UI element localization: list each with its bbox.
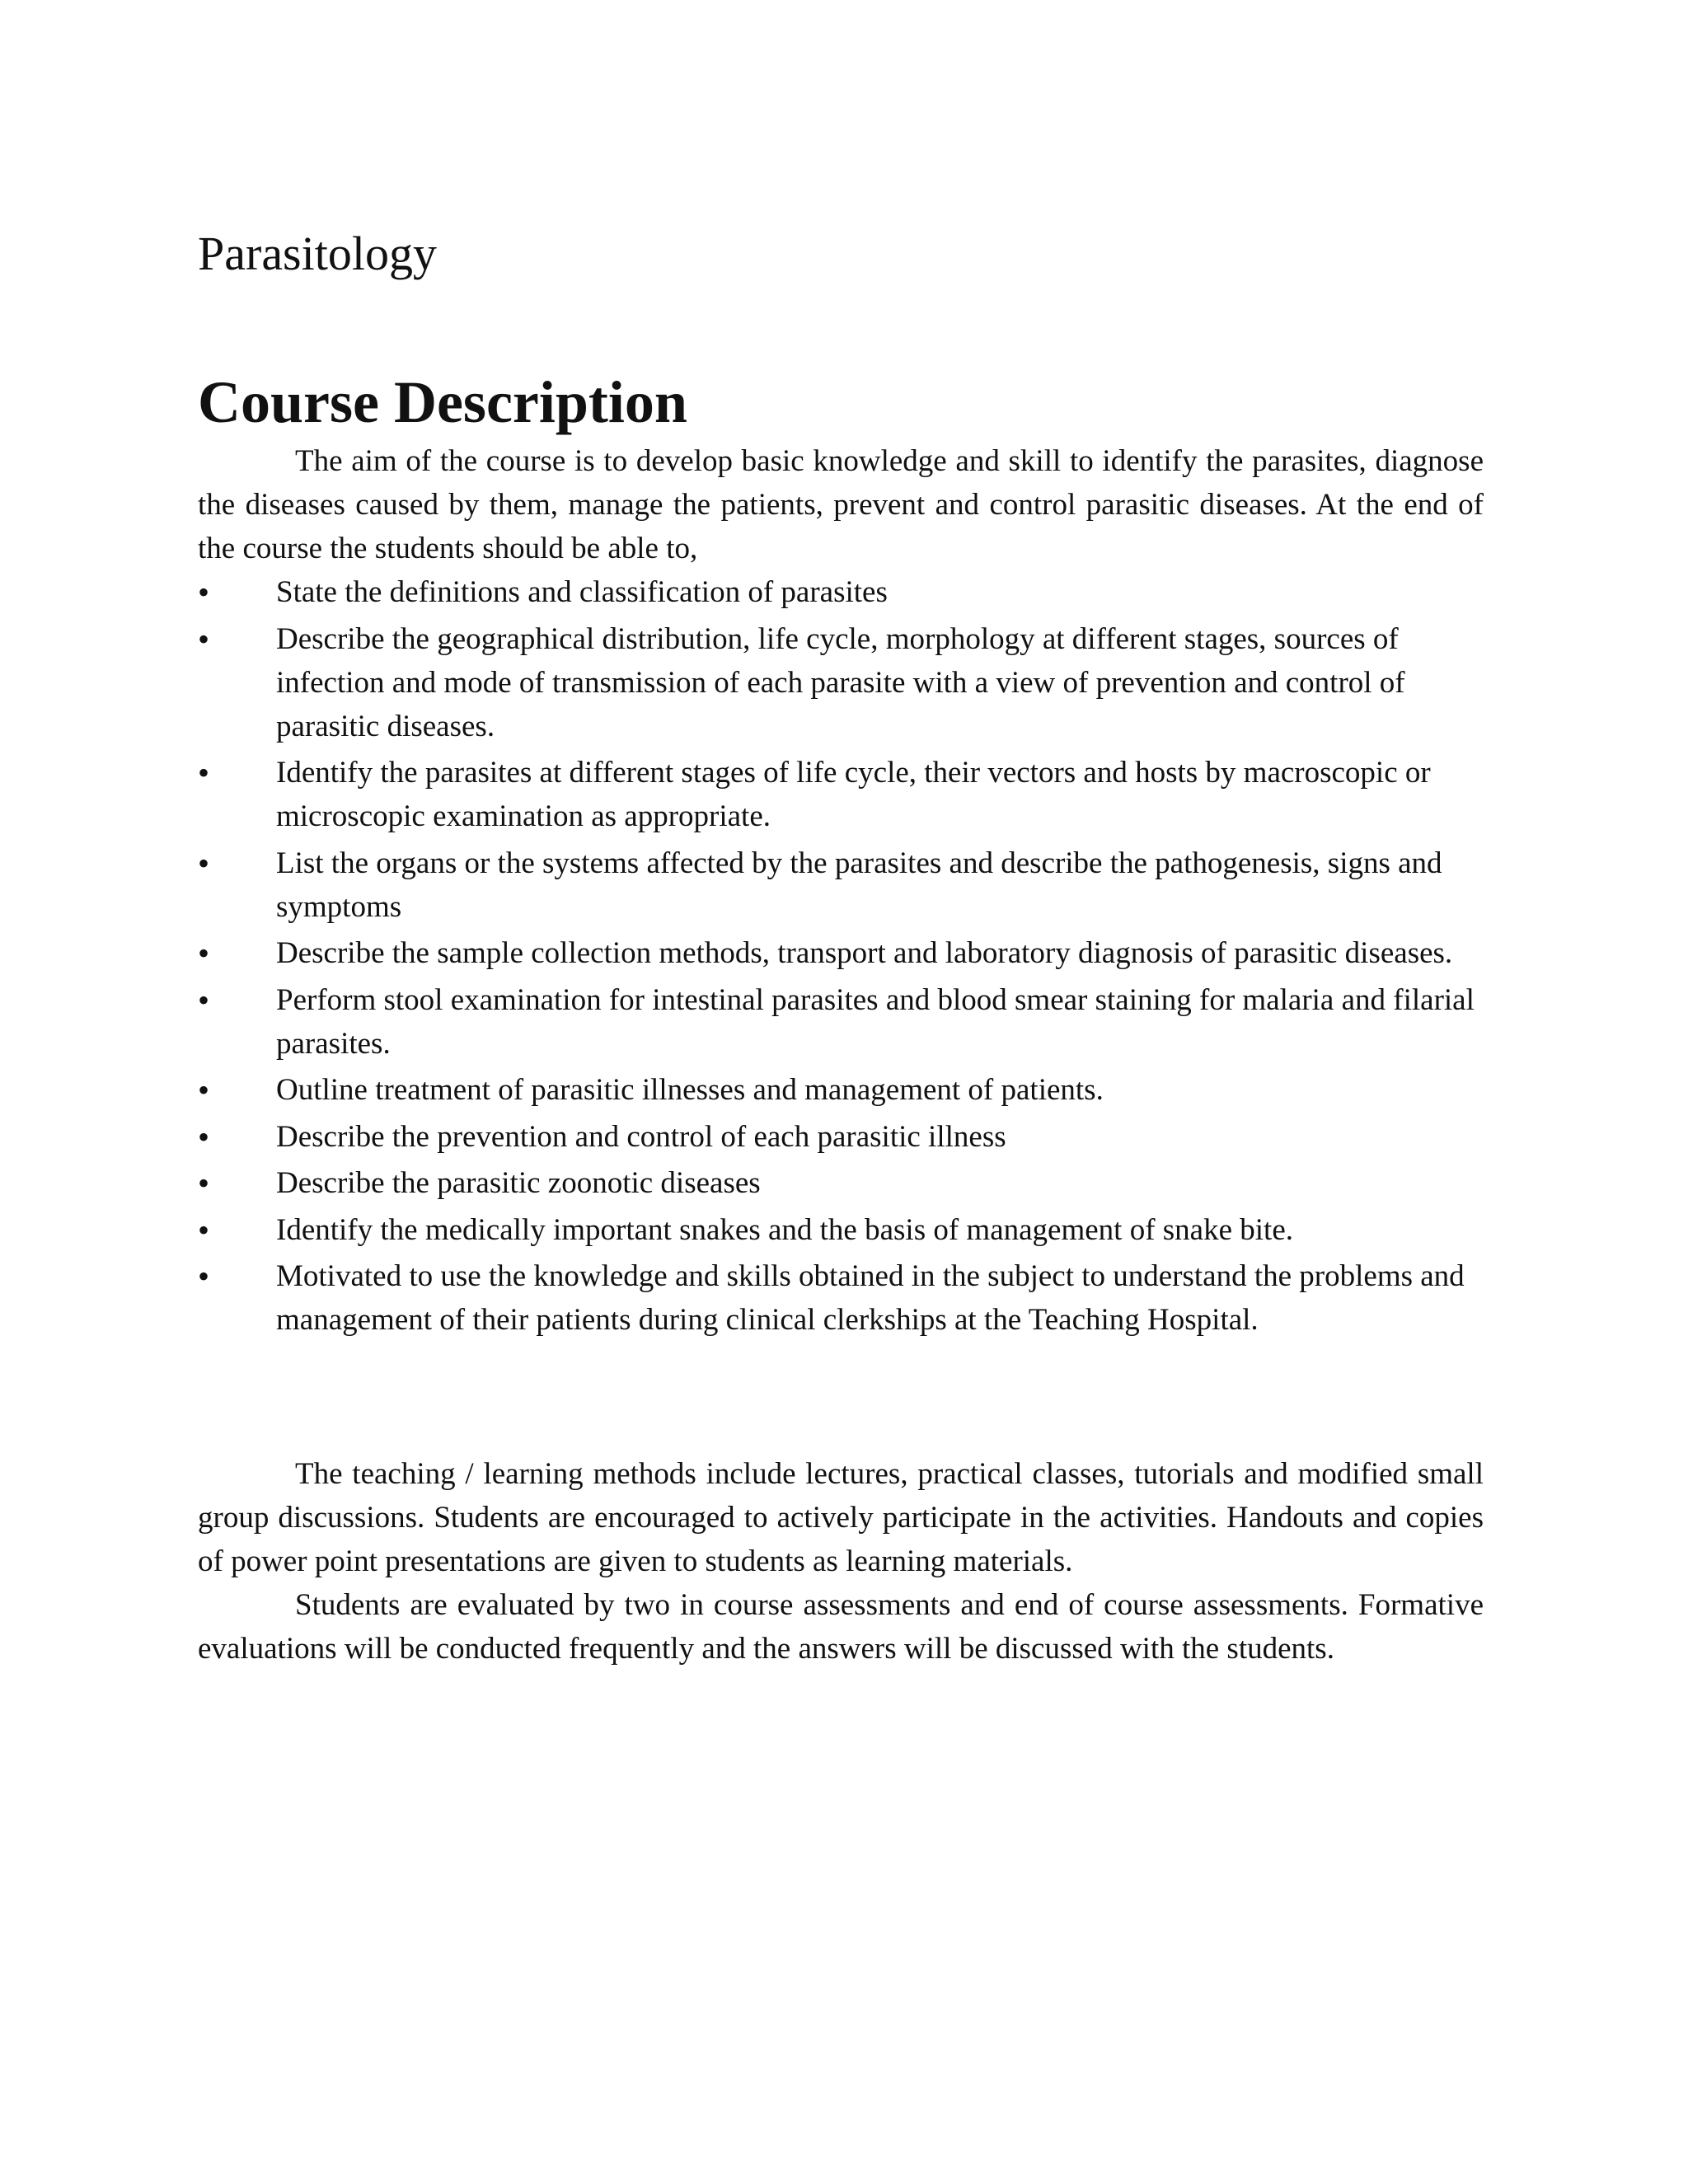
bullet-icon: • xyxy=(198,844,210,882)
intro-paragraph xyxy=(198,439,1484,570)
bullet-icon: • xyxy=(198,754,210,791)
objective-text: Describe the prevention and control of each parasitic illness xyxy=(276,1119,1006,1154)
evaluation-paragraph xyxy=(198,1583,1484,1671)
objective-text: Describe the sample collection methods, transport and laboratory diagnosis of parasitic diseases. xyxy=(276,936,1453,970)
bullet-icon: • xyxy=(198,1165,210,1202)
objective-text: Outline treatment of parasitic illnesses and management of patients. xyxy=(276,1073,1104,1107)
objective-text: List the organs or the systems affected by the parasites and describe the pathogenesis, signs and symptoms xyxy=(276,846,1442,924)
bullet-icon: • xyxy=(198,981,210,1019)
list-item xyxy=(198,841,1484,929)
methods-text: The teaching / learning methods include lectures, practical classes, tutorials and modified small group discussions. Students are encouraged to actively participate in the activities. Handouts and copies of power point presentations are given to students as learning materials. xyxy=(198,1457,1484,1578)
bullet-icon: • xyxy=(198,1118,210,1155)
list-item xyxy=(198,570,1484,614)
list-item xyxy=(198,617,1484,748)
bullet-icon: • xyxy=(198,574,210,611)
objective-text: State the definitions and classification of parasites xyxy=(276,575,888,609)
subject-title: Parasitology xyxy=(198,227,437,280)
evaluation-text: Students are evaluated by two in course assessments and end of course assessments. Formative evaluations will be conducted frequently and the answers will be discussed with the students. xyxy=(198,1588,1484,1666)
list-item xyxy=(198,1254,1484,1342)
objective-text: Perform stool examination for intestinal parasites and blood smear staining for malaria and filarial parasites. xyxy=(276,982,1475,1061)
list-item xyxy=(198,978,1484,1066)
list-item xyxy=(198,1115,1484,1159)
bullet-icon: • xyxy=(198,1071,210,1108)
intro-text: The aim of the course is to develop basic knowledge and skill to identify the parasites, diagnose the diseases caused by them, manage the patients, prevent and control parasitic diseases. At the end of the course the students should be able to, xyxy=(198,444,1484,565)
list-item xyxy=(198,1161,1484,1205)
objective-text: Identify the medically important snakes and the basis of management of snake bite. xyxy=(276,1212,1293,1247)
section-heading: Course Description xyxy=(198,369,687,435)
list-item xyxy=(198,1208,1484,1252)
methods-paragraph xyxy=(198,1452,1484,1583)
bullet-icon: • xyxy=(198,620,210,658)
objective-text: Describe the parasitic zoonotic diseases xyxy=(276,1166,761,1200)
list-item xyxy=(198,751,1484,838)
list-item xyxy=(198,1068,1484,1112)
bullet-icon: • xyxy=(198,1211,210,1249)
objective-text: Identify the parasites at different stages of life cycle, their vectors and hosts by macroscopic or microscopic examination as appropriate. xyxy=(276,756,1431,833)
objective-text: Motivated to use the knowledge and skills obtained in the subject to understand the problems and management of their patients during clinical clerkships at the Teaching Hospital. xyxy=(276,1259,1465,1337)
objective-text: Describe the geographical distribution, life cycle, morphology at different stages, sources of infection and mode of transmission of each parasite with a view of prevention and control of parasitic diseases. xyxy=(276,621,1405,743)
bullet-icon: • xyxy=(198,935,210,972)
objectives-list xyxy=(198,570,1484,1345)
list-item xyxy=(198,931,1484,975)
bullet-icon: • xyxy=(198,1258,210,1295)
